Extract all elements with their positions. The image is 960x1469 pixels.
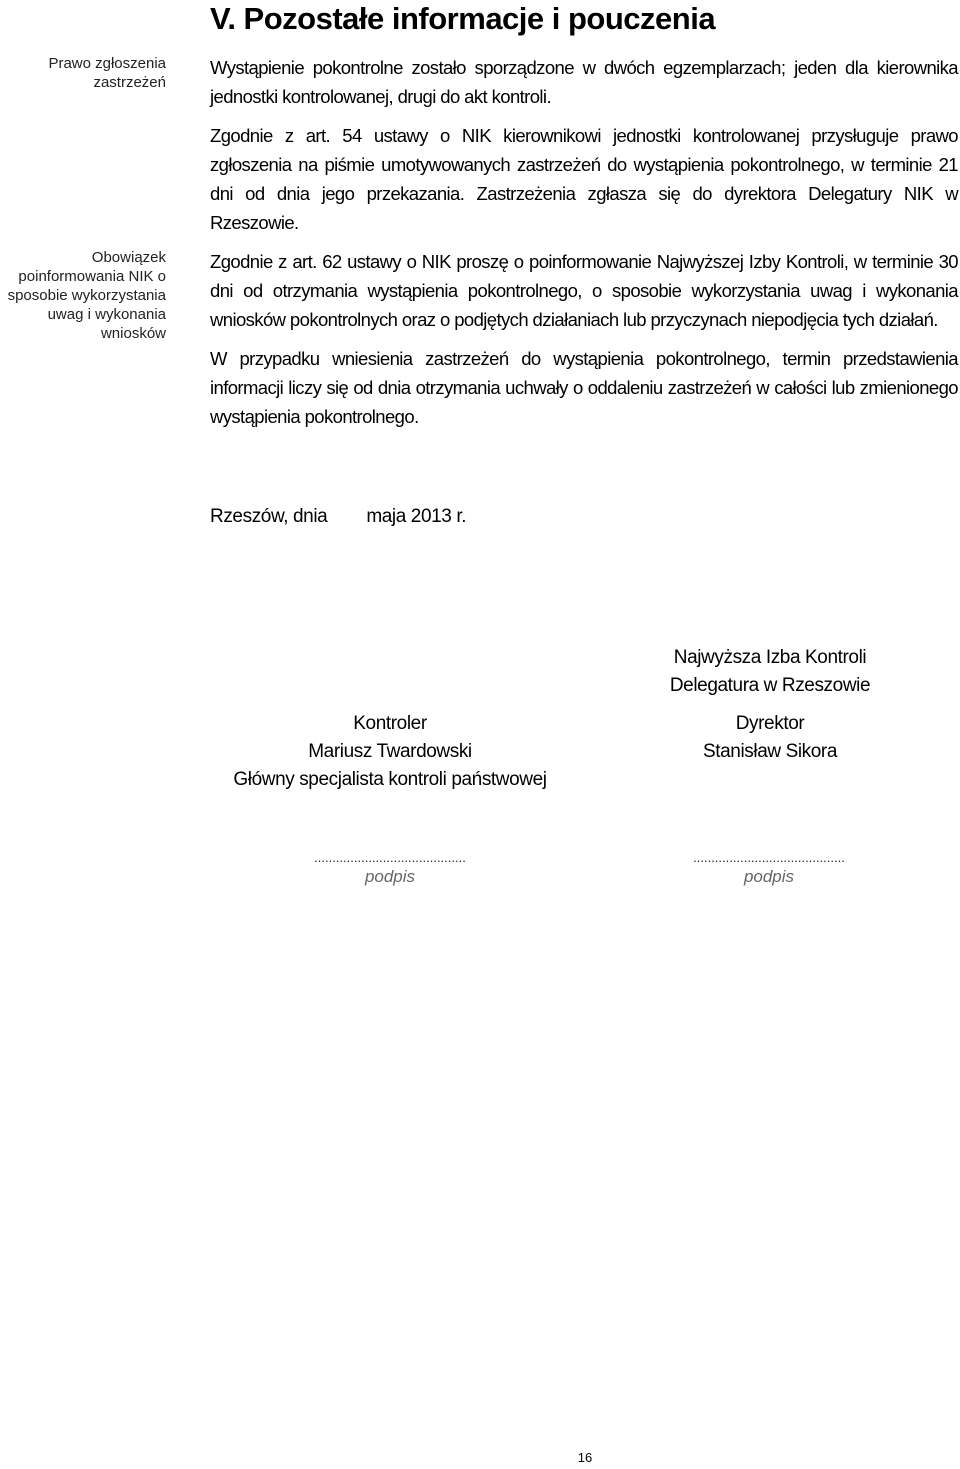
signature-block-director [640, 644, 900, 766]
body-text [210, 53, 958, 441]
controller-name: Mariusz Twardowski [308, 741, 472, 762]
page-number: 16 [577, 1450, 593, 1465]
controller-role: Kontroler [353, 713, 427, 734]
director-role: Dyrektor [735, 713, 805, 734]
section-heading: V. Pozostałe informacje i pouczenia [210, 1, 716, 36]
paragraph-deadline: W przypadku wniesienia zastrzeżeń do wystąpienia pokontrolnego, termin przedstawienia informacji liczy się od dnia otrzymania uchwały o oddaleniu zastrzeżeń w całości lub zmienionego wystąpienia pokontrolnego. [210, 348, 958, 427]
controller-position: Główny specjalista kontroli państwowej [233, 769, 547, 790]
signature-line-director: .......................................... [693, 850, 845, 865]
branch-name: Delegatura w Rzeszowie [669, 675, 871, 696]
director-name: Stanisław Sikora [702, 741, 838, 762]
signature-caption-director: podpis [743, 867, 795, 886]
signature-block-controller [200, 710, 580, 794]
place-and-date: Rzeszów, dnia maja 2013 r. [210, 506, 467, 527]
paragraph-art-54: Zgodnie z art. 54 ustawy o NIK kierownikowi jednostki kontrolowanej przysługuje prawo zgłoszenia na piśmie umotywowanych zastrzeżeń do wystąpienia pokontrolnego, w terminie 21 dni od dnia jego przekazania. Zastrzeżenia zgłasza się do dyrektora Delegatury NIK w Rzeszowie. [210, 125, 958, 233]
paragraph-art-62: Zgodnie z art. 62 ustawy o NIK proszę o poinformowanie Najwyższej Izby Kontroli, w terminie 30 dni od otrzymania wystąpienia pokontrolnego, o sposobie wykorzystania uwag i wykonania wniosków pokontrolnych oraz o podjętych działaniach lub przyczynach niepodjęcia tych działań. [210, 251, 958, 330]
signature-caption-controller: podpis [364, 867, 416, 886]
margin-note-duty-to-inform: Obowiązek poinformowania NIK o sposobie wykorzystania uwag i wykonania wniosków [7, 249, 166, 342]
institution-name: Najwyższa Izba Kontroli [673, 647, 867, 668]
signature-line-controller: .......................................... [314, 850, 466, 865]
paragraph-copies: Wystąpienie pokontrolne zostało sporządzone w dwóch egzemplarzach; jeden dla kierownika jednostki kontrolowanej, drugi do akt kontroli. [210, 57, 958, 107]
margin-note-objections: Prawo zgłoszenia zastrzeżeń [48, 55, 166, 91]
